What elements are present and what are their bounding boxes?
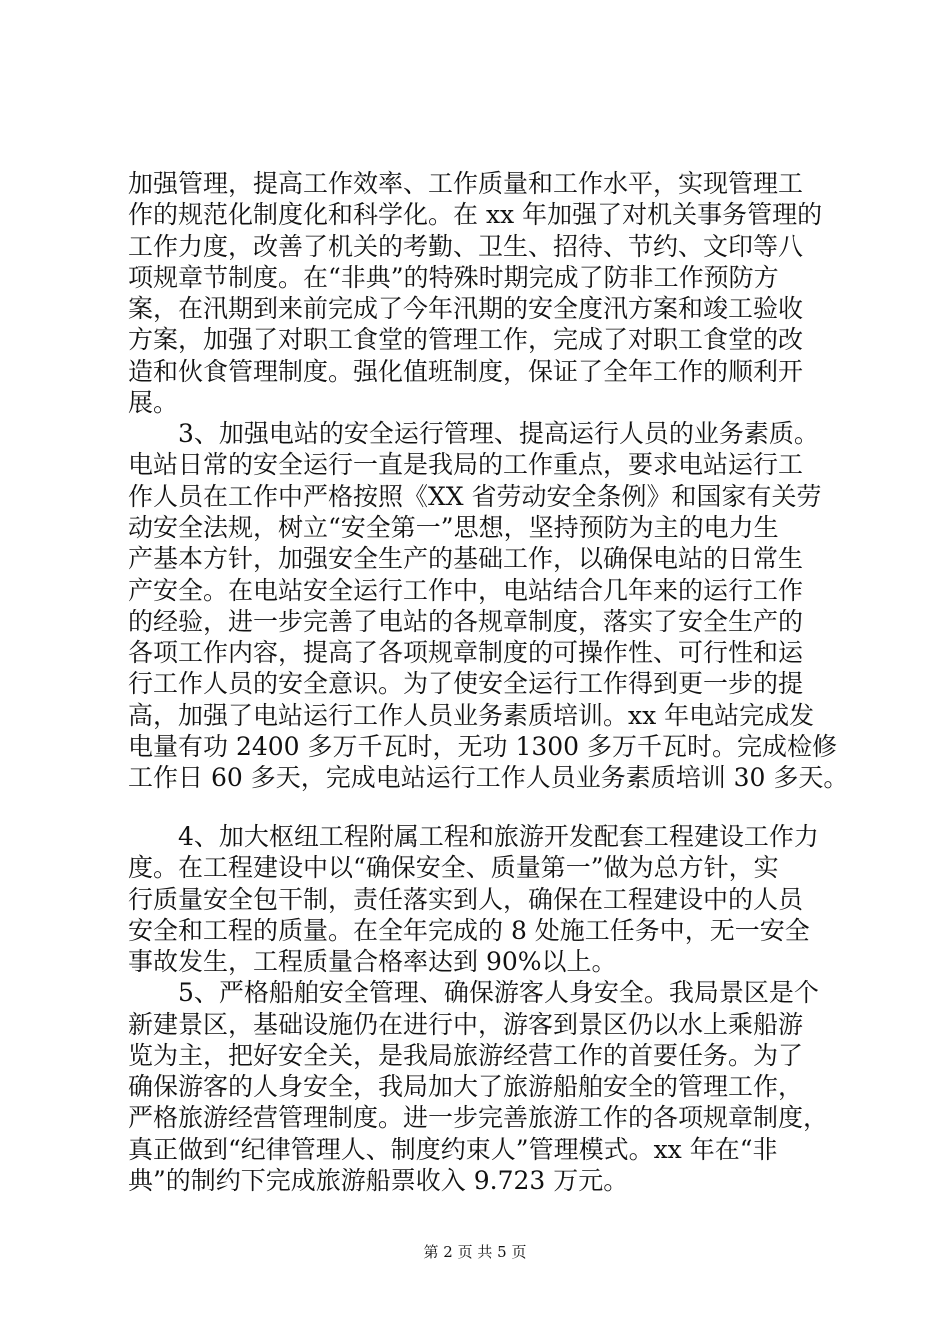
text-line: 的经验，进一步完善了电站的各规章制度，落实了安全生产的 xyxy=(128,606,804,636)
section-heading-5: 5、严格船舶安全管理、确保游客人身安全。我局景区是个 xyxy=(128,978,819,1008)
section-heading-3: 3、加强电站的安全运行管理、提高运行人员的业务素质。 xyxy=(128,419,819,449)
page-number-footer: 第 2 页 共 5 页 xyxy=(423,1243,527,1261)
text-line: 造和伙食管理制度。强化值班制度，保证了全年工作的顺利开 xyxy=(128,356,804,386)
text-line: 展。 xyxy=(128,387,179,417)
text-line: 加强管理，提高工作效率、工作质量和工作水平，实现管理工 xyxy=(128,169,804,198)
text-line: 确保游客的人身安全，我局加大了旅游船舶安全的管理工作， xyxy=(128,1072,804,1102)
text-line: 真正做到“纪律管理人、制度约束人”管理模式。xx 年在“非 xyxy=(128,1134,778,1164)
text-line: 方案，加强了对职工食堂的管理工作，完成了对职工食堂的改 xyxy=(128,325,804,355)
text-line: 产基本方针，加强安全生产的基础工作，以确保电站的日常生 xyxy=(128,544,804,574)
text-line: 动安全法规，树立“安全第一”思想，坚持预防为主的电力生 xyxy=(128,512,779,542)
text-line: 工作日 60 多天，完成电站运行工作人员业务素质培训 30 多天。 xyxy=(128,763,849,793)
text-line: 行质量安全包干制，责任落实到人，确保在工程建设中的人员 xyxy=(128,884,804,914)
section-heading-4: 4、加大枢纽工程附属工程和旅游开发配套工程建设工作力 xyxy=(128,822,819,852)
text-line: 事故发生，工程质量合格率达到 90%以上。 xyxy=(128,947,617,977)
text-line: 工作力度，改善了机关的考勤、卫生、招待、节约、文印等八 xyxy=(128,231,804,261)
text-line: 电量有功 2400 多万千瓦时，无功 1300 多万千瓦时。完成检修 xyxy=(128,731,838,761)
text-line: 作人员在工作中严格按照《XX 省劳动安全条例》和国家有关劳 xyxy=(128,481,822,511)
text-line: 各项工作内容，提高了各项规章制度的可操作性、可行性和运 xyxy=(128,638,804,668)
text-line: 作的规范化制度化和科学化。在 xx 年加强了对机关事务管理的 xyxy=(128,200,823,230)
text-line: 新建景区，基础设施仍在进行中，游客到景区仍以水上乘船游 xyxy=(128,1009,804,1039)
text-line: 产安全。在电站安全运行工作中，电站结合几年来的运行工作 xyxy=(128,575,804,605)
text-line: 严格旅游经营管理制度。进一步完善旅游工作的各项规章制度， xyxy=(128,1103,829,1133)
text-line: 行工作人员的安全意识。为了使安全运行工作得到更一步的提 xyxy=(128,669,804,699)
text-line: 电站日常的安全运行一直是我局的工作重点，要求电站运行工 xyxy=(128,450,804,480)
text-line: 项规章节制度。在“非典”的特殊时期完成了防非工作预防方 xyxy=(128,262,779,292)
text-line: 安全和工程的质量。在全年完成的 8 处施工任务中，无一安全 xyxy=(128,915,810,945)
text-line: 览为主，把好安全关，是我局旅游经营工作的首要任务。为了 xyxy=(128,1040,804,1070)
text-line: 案，在汛期到来前完成了今年汛期的安全度汛方案和竣工验收 xyxy=(128,294,804,324)
text-line: 高，加强了电站运行工作人员业务素质培训。xx 年电站完成发 xyxy=(128,700,815,730)
text-line: 度。在工程建设中以“确保安全、质量第一”做为总方针，实 xyxy=(128,853,779,883)
text-line: 典”的制约下完成旅游船票收入 9.723 万元。 xyxy=(128,1166,629,1195)
